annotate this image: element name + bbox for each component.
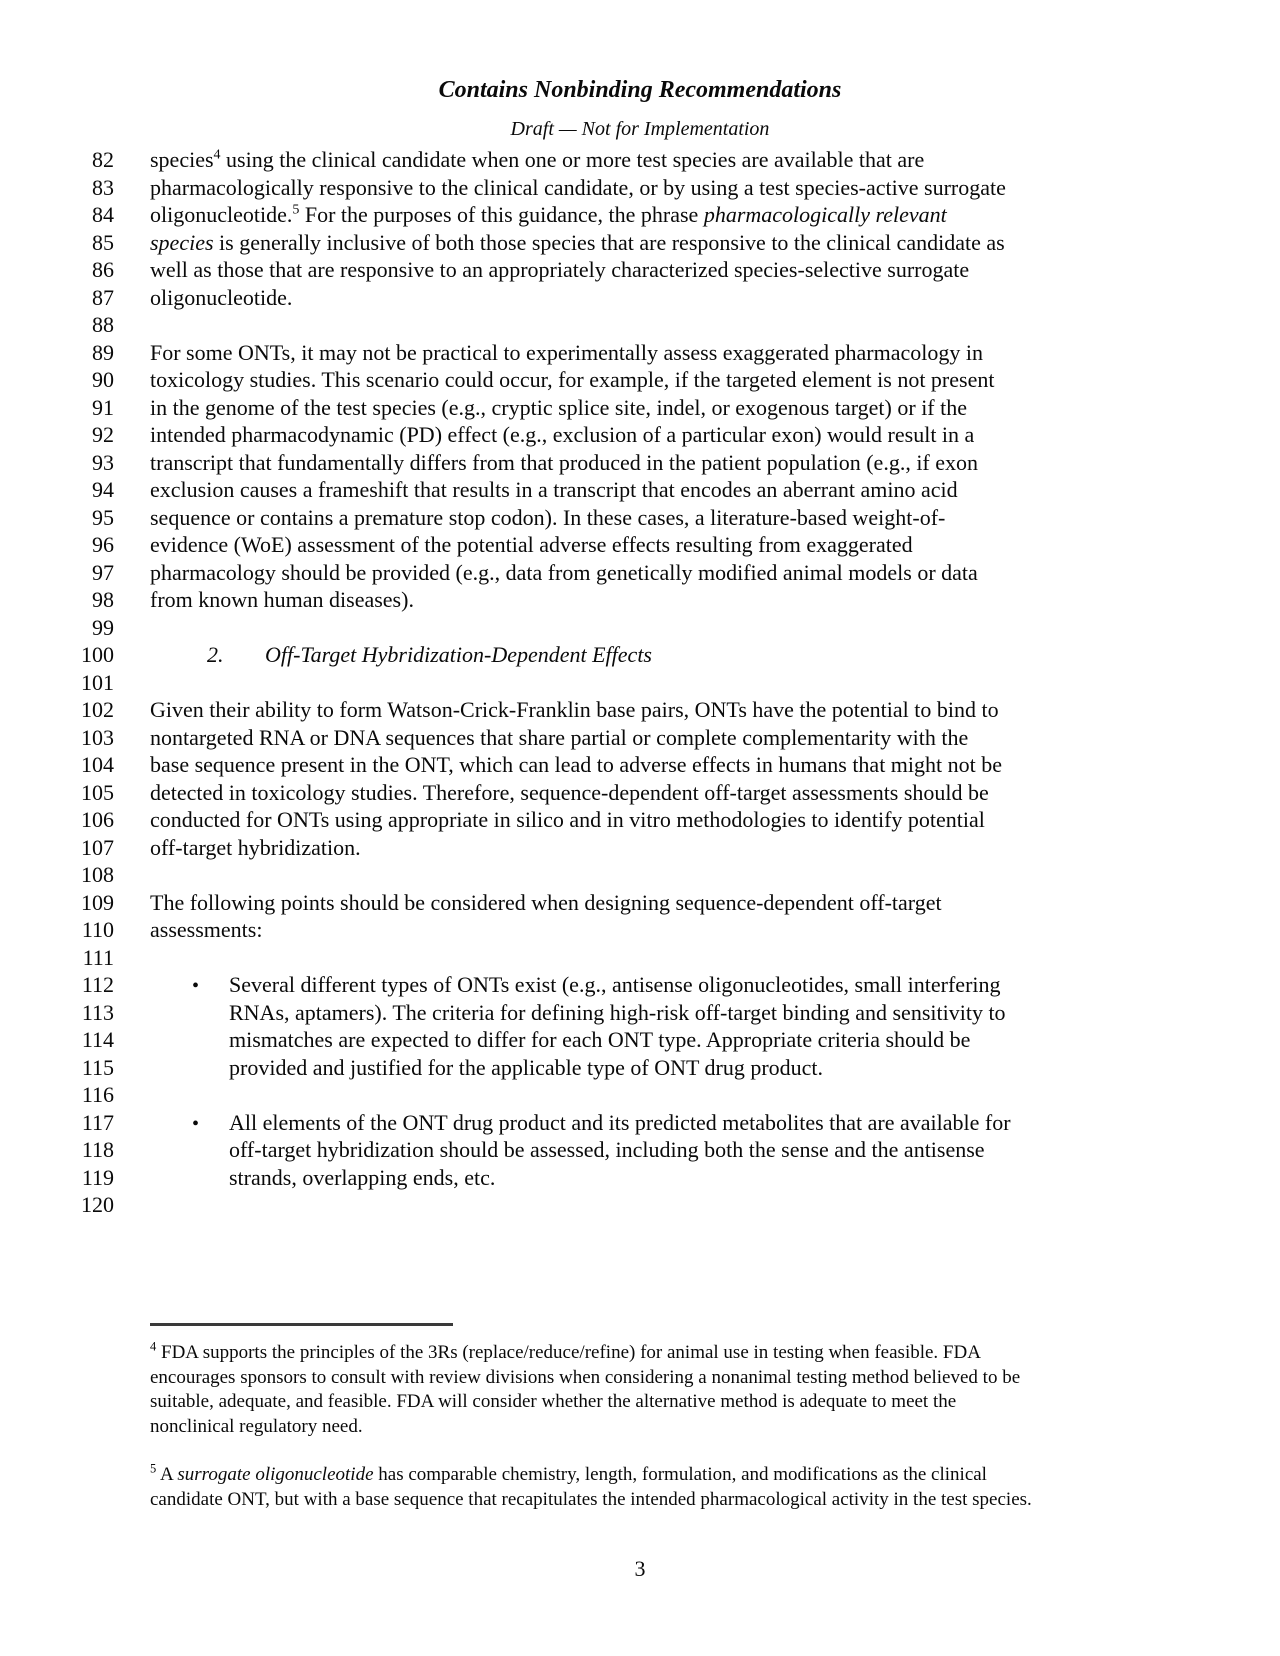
document-line xyxy=(0,421,1280,449)
text-run: pharmacology should be provided (e.g., data from genetically modified animal models or data xyxy=(150,559,978,585)
document-line xyxy=(0,971,1280,999)
line-number: 119 xyxy=(81,1164,114,1190)
document-line xyxy=(0,504,1280,532)
text-run: oligonucleotide. xyxy=(150,284,293,310)
line-number: 117 xyxy=(81,1109,114,1135)
document-line xyxy=(0,861,1280,889)
text-run: Given their ability to form Watson-Crick-Franklin base pairs, ONTs have the potential to bind to xyxy=(150,697,999,722)
line-text xyxy=(150,394,967,422)
line-number: 105 xyxy=(81,779,114,805)
text-run: off-target hybridization should be assessed, including both the sense and the antisense xyxy=(229,1137,985,1162)
line-text xyxy=(150,641,652,669)
document-line xyxy=(0,1081,1280,1109)
document-line xyxy=(0,1109,1280,1137)
document-line xyxy=(0,586,1280,614)
line-number: 109 xyxy=(81,889,114,915)
document-line xyxy=(0,806,1280,834)
text-run: evidence (WoE) assessment of the potential adverse effects resulting from exaggerated xyxy=(150,532,913,557)
heading-number: 2. xyxy=(207,642,224,667)
footnote-4 xyxy=(150,1341,1140,1439)
line-number: 111 xyxy=(82,944,114,970)
text-run: RNAs, aptamers). The criteria for defining high-risk off-target binding and sensitivity to xyxy=(229,999,1006,1025)
document-line xyxy=(0,1164,1280,1192)
text-run: Several different types of ONTs exist (e.g., antisense oligonucleotides, small interfering xyxy=(229,972,1001,997)
text-run: from known human diseases). xyxy=(150,587,414,612)
document-line xyxy=(0,669,1280,697)
document-line xyxy=(0,311,1280,339)
footnotes-section xyxy=(150,1323,1140,1512)
footnote-line xyxy=(150,1341,1140,1366)
footnote-line xyxy=(150,1415,1140,1440)
text-run: well as those that are responsive to an appropriately characterized species-selective surrogate xyxy=(150,257,970,282)
line-number: 94 xyxy=(92,477,114,502)
line-number: 89 xyxy=(92,339,114,365)
document-line xyxy=(0,284,1280,312)
text-run: nontargeted RNA or DNA sequences that share partial or complete complementarity with the xyxy=(150,724,969,750)
line-text xyxy=(150,174,1006,202)
footnote-reference: 4 xyxy=(213,147,221,163)
footnote-reference: 5 xyxy=(292,202,300,218)
text-run: base sequence present in the ONT, which can lead to adverse effects in humans that might not be xyxy=(150,752,1003,777)
line-number: 99 xyxy=(92,614,114,640)
text-run: species xyxy=(150,147,214,172)
line-number: 120 xyxy=(81,1192,114,1217)
text-run: assessments: xyxy=(150,917,263,942)
line-number: 97 xyxy=(92,559,114,585)
document-line xyxy=(0,339,1280,367)
document-line xyxy=(0,751,1280,779)
document-line xyxy=(0,696,1280,724)
document-body xyxy=(0,146,1280,1219)
text-run: provided and justified for the applicable type of ONT drug product. xyxy=(229,1054,824,1080)
line-text xyxy=(150,889,942,917)
document-line xyxy=(0,1191,1280,1219)
text-run: mismatches are expected to differ for each ONT type. Appropriate criteria should be xyxy=(229,1027,971,1052)
footnote-line xyxy=(150,1463,1140,1488)
line-text xyxy=(150,201,947,229)
line-number: 98 xyxy=(92,587,114,612)
text-run: exclusion causes a frameshift that results in a transcript that encodes an aberrant amino acid xyxy=(150,477,958,502)
text-run: Off-Target Hybridization-Dependent Effects xyxy=(265,642,652,667)
line-text xyxy=(150,284,292,312)
line-text xyxy=(150,229,1005,257)
footnote-line xyxy=(150,1390,1140,1415)
bullet-icon: • xyxy=(192,1112,200,1135)
line-number: 96 xyxy=(92,532,114,557)
document-line xyxy=(0,449,1280,477)
text-run: species xyxy=(150,229,214,255)
line-number: 110 xyxy=(81,917,114,942)
document-line xyxy=(0,614,1280,642)
line-text xyxy=(150,586,414,614)
text-run: detected in toxicology studies. Therefore, sequence-dependent off-target assessments should be xyxy=(150,779,989,805)
line-text xyxy=(150,146,924,174)
line-text xyxy=(150,779,989,807)
line-number: 112 xyxy=(81,972,114,997)
document-header xyxy=(0,76,1280,141)
text-run: encourages sponsors to consult with review divisions when considering a nonanimal testing method believed to be xyxy=(150,1366,1021,1388)
line-text xyxy=(150,751,1002,779)
line-text xyxy=(150,916,262,944)
text-run: conducted for ONTs using appropriate in silico and in vitro methodologies to identify potential xyxy=(150,807,985,832)
text-run: off-target hybridization. xyxy=(150,834,361,860)
line-number: 90 xyxy=(92,367,114,392)
page-number: 3 xyxy=(634,1556,646,1581)
footnote-reference: 5 xyxy=(150,1461,157,1476)
document-line xyxy=(0,1136,1280,1164)
line-text xyxy=(150,366,994,394)
header-subtitle: Draft — Not for Implementation xyxy=(510,118,770,140)
line-text xyxy=(150,834,361,862)
document-line xyxy=(0,559,1280,587)
document-line xyxy=(0,366,1280,394)
line-number: 100 xyxy=(81,642,114,667)
document-line xyxy=(0,229,1280,257)
line-number: 102 xyxy=(81,697,114,722)
document-line xyxy=(0,201,1280,229)
text-run: oligonucleotide. xyxy=(150,202,293,227)
line-text xyxy=(150,999,1006,1027)
line-number: 83 xyxy=(92,174,114,200)
document-line xyxy=(0,476,1280,504)
document-line xyxy=(0,256,1280,284)
line-text xyxy=(150,339,983,367)
line-number: 91 xyxy=(92,394,114,420)
text-run: in the genome of the test species (e.g., cryptic splice site, indel, or exogenous target) or if the xyxy=(150,394,968,420)
line-text xyxy=(150,559,978,587)
document-line xyxy=(0,889,1280,917)
text-run: is generally inclusive of both those species that are responsive to the clinical candidate as xyxy=(213,229,1005,255)
line-number: 108 xyxy=(81,862,114,887)
line-text xyxy=(150,421,974,449)
text-run: FDA supports the principles of the 3Rs (replace/reduce/refine) for animal use in testing when feasible. FDA xyxy=(156,1342,981,1363)
text-run: strands, overlapping ends, etc. xyxy=(229,1164,496,1190)
footnote-separator-rule xyxy=(150,1323,453,1326)
line-text xyxy=(150,449,978,477)
line-number: 93 xyxy=(92,449,114,475)
line-number: 114 xyxy=(81,1027,114,1052)
line-number: 85 xyxy=(92,229,114,255)
line-text xyxy=(150,476,958,504)
text-run: pharmacologically responsive to the clinical candidate, or by using a test species-active surrogate xyxy=(150,174,1006,200)
text-run: nonclinical regulatory need. xyxy=(150,1415,363,1437)
line-text xyxy=(150,971,1001,1001)
document-line xyxy=(0,1026,1280,1054)
footnote-line xyxy=(150,1366,1140,1391)
line-number: 103 xyxy=(81,724,114,750)
line-number: 92 xyxy=(92,422,114,447)
document-line xyxy=(0,779,1280,807)
line-text xyxy=(150,1026,970,1054)
footnote-5 xyxy=(150,1463,1140,1512)
header-title: Contains Nonbinding Recommendations xyxy=(438,77,842,103)
document-line xyxy=(0,999,1280,1027)
line-text xyxy=(150,504,945,532)
text-run: intended pharmacodynamic (PD) effect (e.g., exclusion of a particular exon) would result in a xyxy=(150,422,975,447)
document-line xyxy=(0,394,1280,422)
text-run: A xyxy=(156,1464,178,1485)
bullet-icon: • xyxy=(192,975,200,997)
text-run: candidate ONT, but with a base sequence that recapitulates the intended pharmacological activity in the test species. xyxy=(150,1488,1032,1510)
document-line xyxy=(0,834,1280,862)
line-number: 88 xyxy=(92,312,114,337)
document-line xyxy=(0,724,1280,752)
line-number: 113 xyxy=(81,999,114,1025)
line-number: 115 xyxy=(81,1054,114,1080)
text-run: pharmacologically relevant xyxy=(703,202,947,227)
document-line xyxy=(0,944,1280,972)
text-run: For some ONTs, it may not be practical to experimentally assess exaggerated pharmacology in xyxy=(150,339,983,365)
line-text xyxy=(150,1054,823,1082)
line-number: 116 xyxy=(81,1082,114,1107)
line-text xyxy=(150,1109,1011,1139)
line-text xyxy=(150,806,985,834)
line-number: 95 xyxy=(92,504,114,530)
text-run: The following points should be considered when designing sequence-dependent off-target xyxy=(150,889,942,915)
line-text xyxy=(150,256,969,284)
text-run: suitable, adequate, and feasible. FDA will consider whether the alternative method is adequate to meet the xyxy=(150,1391,957,1412)
line-number: 104 xyxy=(81,752,114,777)
line-text xyxy=(150,696,999,724)
line-number: 101 xyxy=(81,669,114,695)
text-run: has comparable chemistry, length, formulation, and modifications as the clinical xyxy=(373,1464,987,1485)
text-run: using the clinical candidate when one or more test species are available that are xyxy=(220,147,925,172)
line-number: 106 xyxy=(81,807,114,832)
line-number: 86 xyxy=(92,257,114,282)
line-number: 118 xyxy=(81,1137,114,1162)
document-line xyxy=(0,1054,1280,1082)
text-run: All elements of the ONT drug product and its predicted metabolites that are available for xyxy=(229,1109,1011,1135)
text-run: For the purposes of this guidance, the phrase xyxy=(299,202,704,227)
document-line xyxy=(0,174,1280,202)
line-number: 107 xyxy=(81,834,114,860)
document-line xyxy=(0,916,1280,944)
line-number: 82 xyxy=(92,147,114,172)
document-line xyxy=(0,531,1280,559)
line-text xyxy=(150,1164,495,1192)
line-text xyxy=(150,724,968,752)
line-text xyxy=(150,531,913,559)
line-text xyxy=(150,1136,985,1164)
text-run: sequence or contains a premature stop codon). In these cases, a literature-based weight-of- xyxy=(150,504,946,530)
footnote-line xyxy=(150,1488,1140,1513)
document-line xyxy=(0,146,1280,174)
line-number: 84 xyxy=(92,202,114,227)
text-run: transcript that fundamentally differs from that produced in the patient population (e.g., if exon xyxy=(150,449,979,475)
footnote-reference: 4 xyxy=(150,1339,157,1354)
footnote-list xyxy=(150,1341,1140,1512)
line-number: 87 xyxy=(92,284,114,310)
text-run: toxicology studies. This scenario could occur, for example, if the targeted element is not present xyxy=(150,367,995,392)
text-run: surrogate oligonucleotide xyxy=(177,1464,374,1485)
section-heading-line xyxy=(0,641,1280,669)
